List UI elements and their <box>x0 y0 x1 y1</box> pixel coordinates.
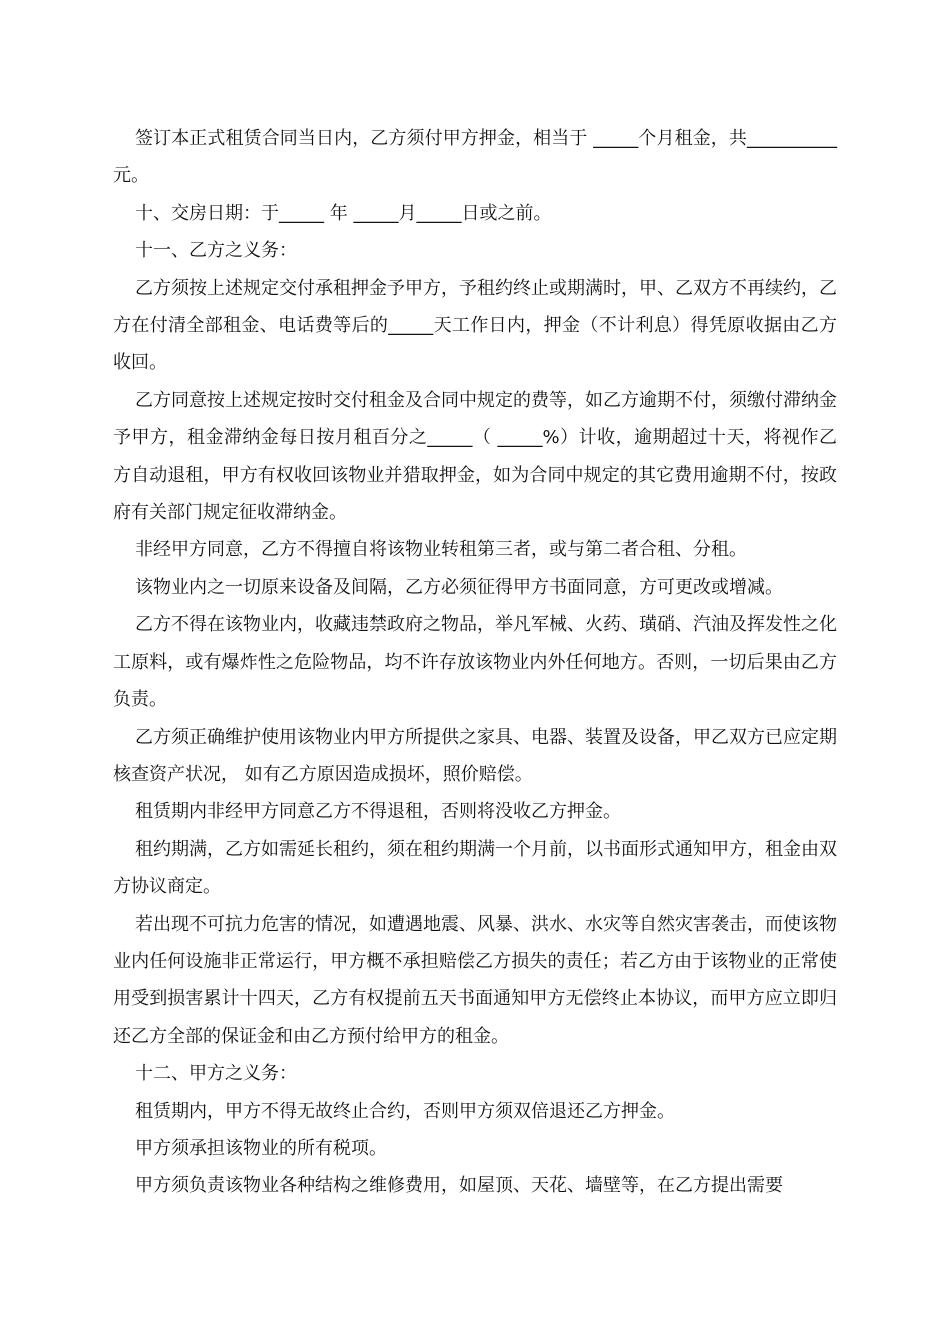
paragraph-no-alteration: 该物业内之一切原来设备及间隔，乙方必须征得甲方书面同意，方可更改或增减。 <box>135 576 783 598</box>
paragraph-prohibited-items: 乙方不得在该物业内，收藏违禁政府之物品，举凡军械、火药、璜硝、汽油及挥发性之化工原料，或有爆炸性之危险物品，均不许存放该物业内外任何地方。否则，一切后果由乙方负责。 <box>113 614 837 711</box>
paragraph-maintenance: 乙方须正确维护使用该物业内甲方所提供之家具、电器、装置及设备，甲乙双方已应定期核查资产状况， 如有乙方原因造成损坏，照价赔偿。 <box>113 726 837 785</box>
contract-body <box>113 120 837 1205</box>
heading-landlord-obligations: 十二、甲方之义务： <box>135 1063 297 1085</box>
paragraph-renewal: 租约期满，乙方如需延长租约，须在租约期满一个月前，以书面形式通知甲方，租金由双方协议商定。 <box>113 838 837 898</box>
paragraph-deposit: 签订本正式租赁合同当日内，乙方须付甲方押金，相当于 _____个月租金，共__________元。 <box>113 128 837 187</box>
heading-handover-date: 十、交房日期：于_____ 年 _____月_____日或之前。 <box>135 202 552 224</box>
heading-tenant-obligations: 十一、乙方之义务： <box>135 240 297 262</box>
paragraph-no-sublet: 非经甲方同意，乙方不得擅自将该物业转租第三者，或与第二者合租、分租。 <box>135 539 747 561</box>
paragraph-force-majeure: 若出现不可抗力危害的情况，如遭遇地震、风暴、洪水、水灾等自然灾害袭击，而使该物业内任何设施非正常运行，甲方概不承担赔偿乙方损失的责任；若乙方由于该物业的正常使用受到损害累计十四天，乙方有权提前五天书面通知甲方无偿终止本协议，而甲方应立即归还乙方全部的保证金和由乙方预付给甲方的租金。 <box>113 913 837 1047</box>
paragraph-deposit-refund: 乙方须按上述规定交付承租押金予甲方，予租约终止或期满时，甲、乙双方不再续约，乙方在付清全部租金、电话费等后的_____天工作日内，押金（不计利息）得凭原收据由乙方收回。 <box>113 277 837 374</box>
paragraph-landlord-taxes: 甲方须承担该物业的所有税项。 <box>135 1137 387 1159</box>
paragraph-landlord-repairs: 甲方须负责该物业各种结构之维修费用，如屋顶、天花、墙壁等，在乙方提出需要 <box>135 1175 783 1197</box>
paragraph-landlord-no-termination: 租赁期内，甲方不得无故终止合约，否则甲方须双倍退还乙方押金。 <box>135 1100 675 1122</box>
paragraph-early-termination: 租赁期内非经甲方同意乙方不得退租，否则将没收乙方押金。 <box>135 801 621 823</box>
paragraph-late-fee: 乙方同意按上述规定按时交付租金及合同中规定的费等，如乙方逾期不付，须缴付滞纳金予甲方，租金滞纳金每日按月租百分之_____（ _____%）计收，逾期超过十天，将视作乙方自动退租，甲方有权收回该物业并猎取押金，如为合同中规定的其它费用逾期不付，按政府有关部门规定征收滞纳金。 <box>113 389 837 524</box>
